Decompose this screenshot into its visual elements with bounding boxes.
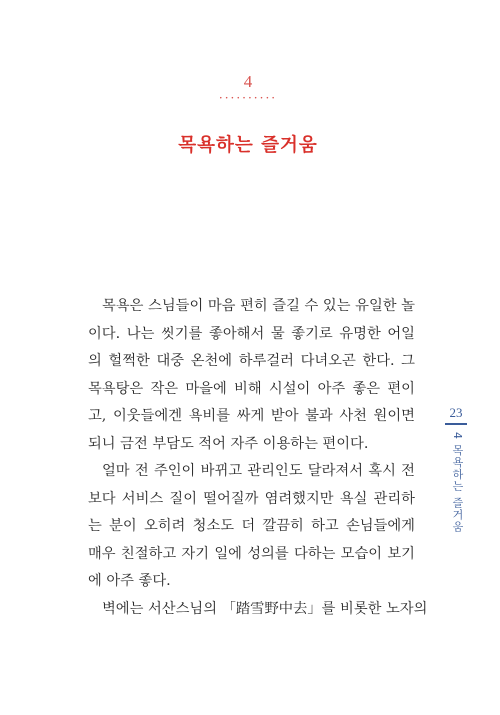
chapter-title: 목욕하는 즐거움	[178, 135, 318, 156]
page-number: 23	[449, 405, 463, 420]
text-line: 이다. 나는 씻기를 좋아해서 물 좋기로 유명한 어일	[88, 325, 415, 342]
paragraph-1	[88, 293, 415, 458]
text-line: 고, 이웃들에겐 욕비를 싸게 받아 불과 사천 원이면	[88, 408, 415, 424]
margin-divider	[445, 423, 467, 425]
text-line: 벽에는 서산스님의 「踏雪野中去」를 비롯한 노자의	[102, 600, 428, 617]
text-line: 는 분이 오히려 청소도 더 깔끔히 하고 손님들에게	[88, 518, 415, 534]
text-line: 얼마 전 주인이 바뀌고 관리인도 달라져서 혹시 전	[102, 463, 415, 479]
text-line: 되니 금전 부담도 적어 자주 이용하는 편이다.	[88, 435, 369, 452]
text-line: 보다 서비스 질이 떨어질까 염려했지만 욕실 관리하	[88, 490, 415, 507]
paragraph-3	[88, 596, 428, 624]
text-line: 에 아주 좋다.	[88, 573, 171, 589]
chapter-number: 4	[243, 72, 253, 91]
running-head: 4 목욕하는 즐거움	[451, 432, 464, 533]
text-line: 목욕은 스님들이 마음 편히 즐길 수 있는 유일한 놀	[102, 298, 415, 314]
body-text	[88, 293, 428, 623]
chapter-ornament-dots: ··········	[218, 91, 278, 105]
paragraph-2	[88, 458, 415, 596]
text-line: 매우 친절하고 자기 일에 성의를 다하는 모습이 보기	[88, 545, 415, 562]
text-line: 의 헐쩍한 대중 온천에 하루걸러 다녀오곤 한다. 그	[88, 353, 415, 369]
text-line: 목욕탕은 작은 마을에 비해 시설이 아주 좋은 편이	[88, 380, 415, 397]
